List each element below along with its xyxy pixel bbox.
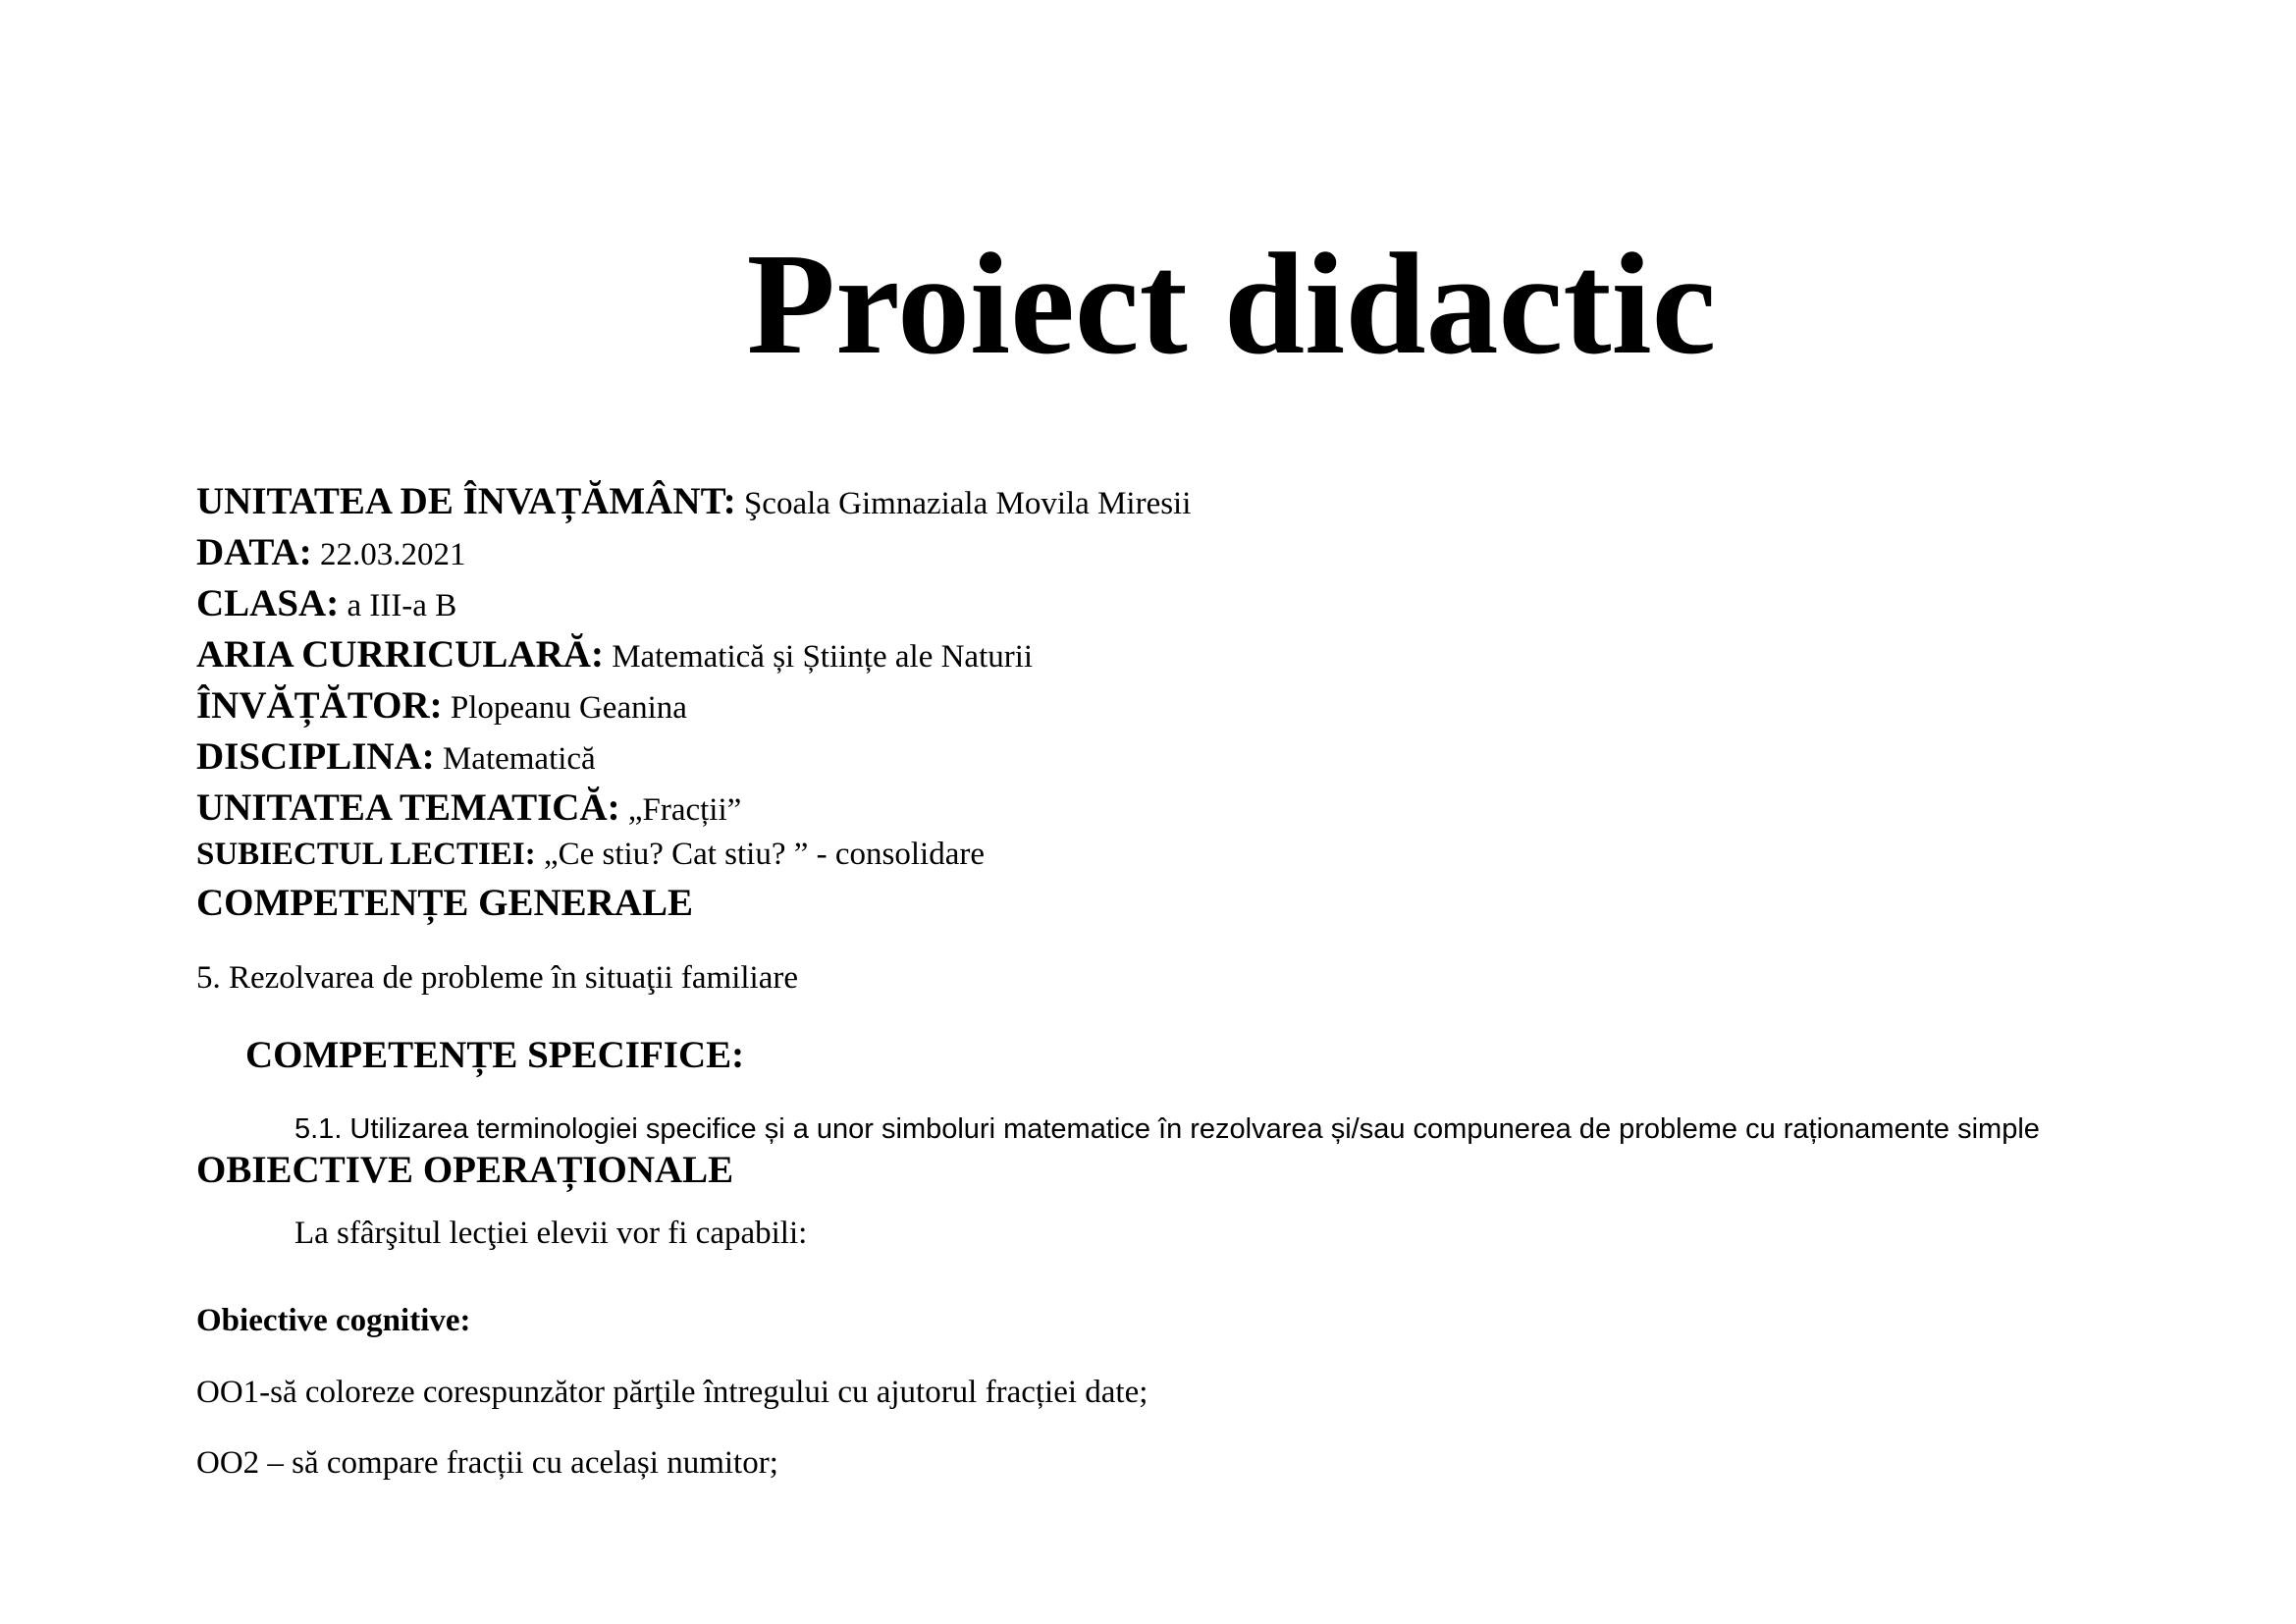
- field-data: [196, 530, 465, 574]
- obiective-cognitive-subheading: Obiective cognitive:: [196, 1303, 471, 1338]
- field-value: 22.03.2021: [311, 537, 466, 572]
- field-value: Matematică și Științe ale Naturii: [603, 639, 1034, 675]
- competente-generale-heading: COMPETENȚE GENERALE: [196, 882, 693, 924]
- field-value: a III-a B: [339, 588, 457, 623]
- obiective-heading: OBIECTIVE OPERAȚIONALE: [196, 1149, 734, 1191]
- field-value: „Ce stiu? Cat stiu? ” - consolidare: [535, 837, 985, 872]
- field-unitatea-tematica: [196, 785, 741, 830]
- field-subiectul-lectiei: [196, 837, 985, 873]
- field-label: DISCIPLINA:: [196, 735, 435, 778]
- field-invatator: [196, 683, 687, 728]
- field-label: SUBIECTUL LECTIEI:: [196, 837, 536, 872]
- competente-specifice-item: 5.1. Utilizarea terminologiei specifice și a unor simboluri matematice în rezolvarea și/sau compunerea de probleme cu raționamente simple: [294, 1113, 2040, 1145]
- field-clasa: [196, 581, 456, 625]
- objective-item-oo1: OO1-să coloreze corespunzător părţile întregului cu ajutorul fracției date;: [196, 1375, 1148, 1410]
- obiective-intro: La sfârşitul lecţiei elevii vor fi capabili:: [294, 1216, 808, 1251]
- field-label: DATA:: [196, 531, 312, 573]
- objective-item-oo2: OO2 – să compare fracții cu același numitor;: [196, 1445, 778, 1481]
- field-value: „Fracții”: [619, 792, 742, 828]
- competente-specifice-heading: COMPETENȚE SPECIFICE:: [245, 1034, 745, 1076]
- field-value: Plopeanu Geanina: [442, 690, 687, 726]
- field-label: ÎNVĂȚĂTOR:: [196, 684, 443, 727]
- field-value: Şcoala Gimnaziala Movila Miresii: [735, 486, 1192, 521]
- field-label: ARIA CURRICULARĂ:: [196, 633, 604, 676]
- field-aria-curriculara: [196, 632, 1033, 677]
- field-disciplina: [196, 734, 596, 779]
- field-label: UNITATEA TEMATICĂ:: [196, 786, 620, 829]
- field-label: CLASA:: [196, 582, 340, 624]
- field-unitatea-invatamant: [196, 479, 1191, 523]
- page-title: Proiect didactic: [746, 224, 1717, 385]
- field-label: UNITATEA DE ÎNVAȚĂMÂNT:: [196, 480, 736, 522]
- field-value: Matematică: [434, 741, 596, 777]
- competente-generale-item: 5. Rezolvarea de probleme în situaţii familiare: [196, 960, 799, 996]
